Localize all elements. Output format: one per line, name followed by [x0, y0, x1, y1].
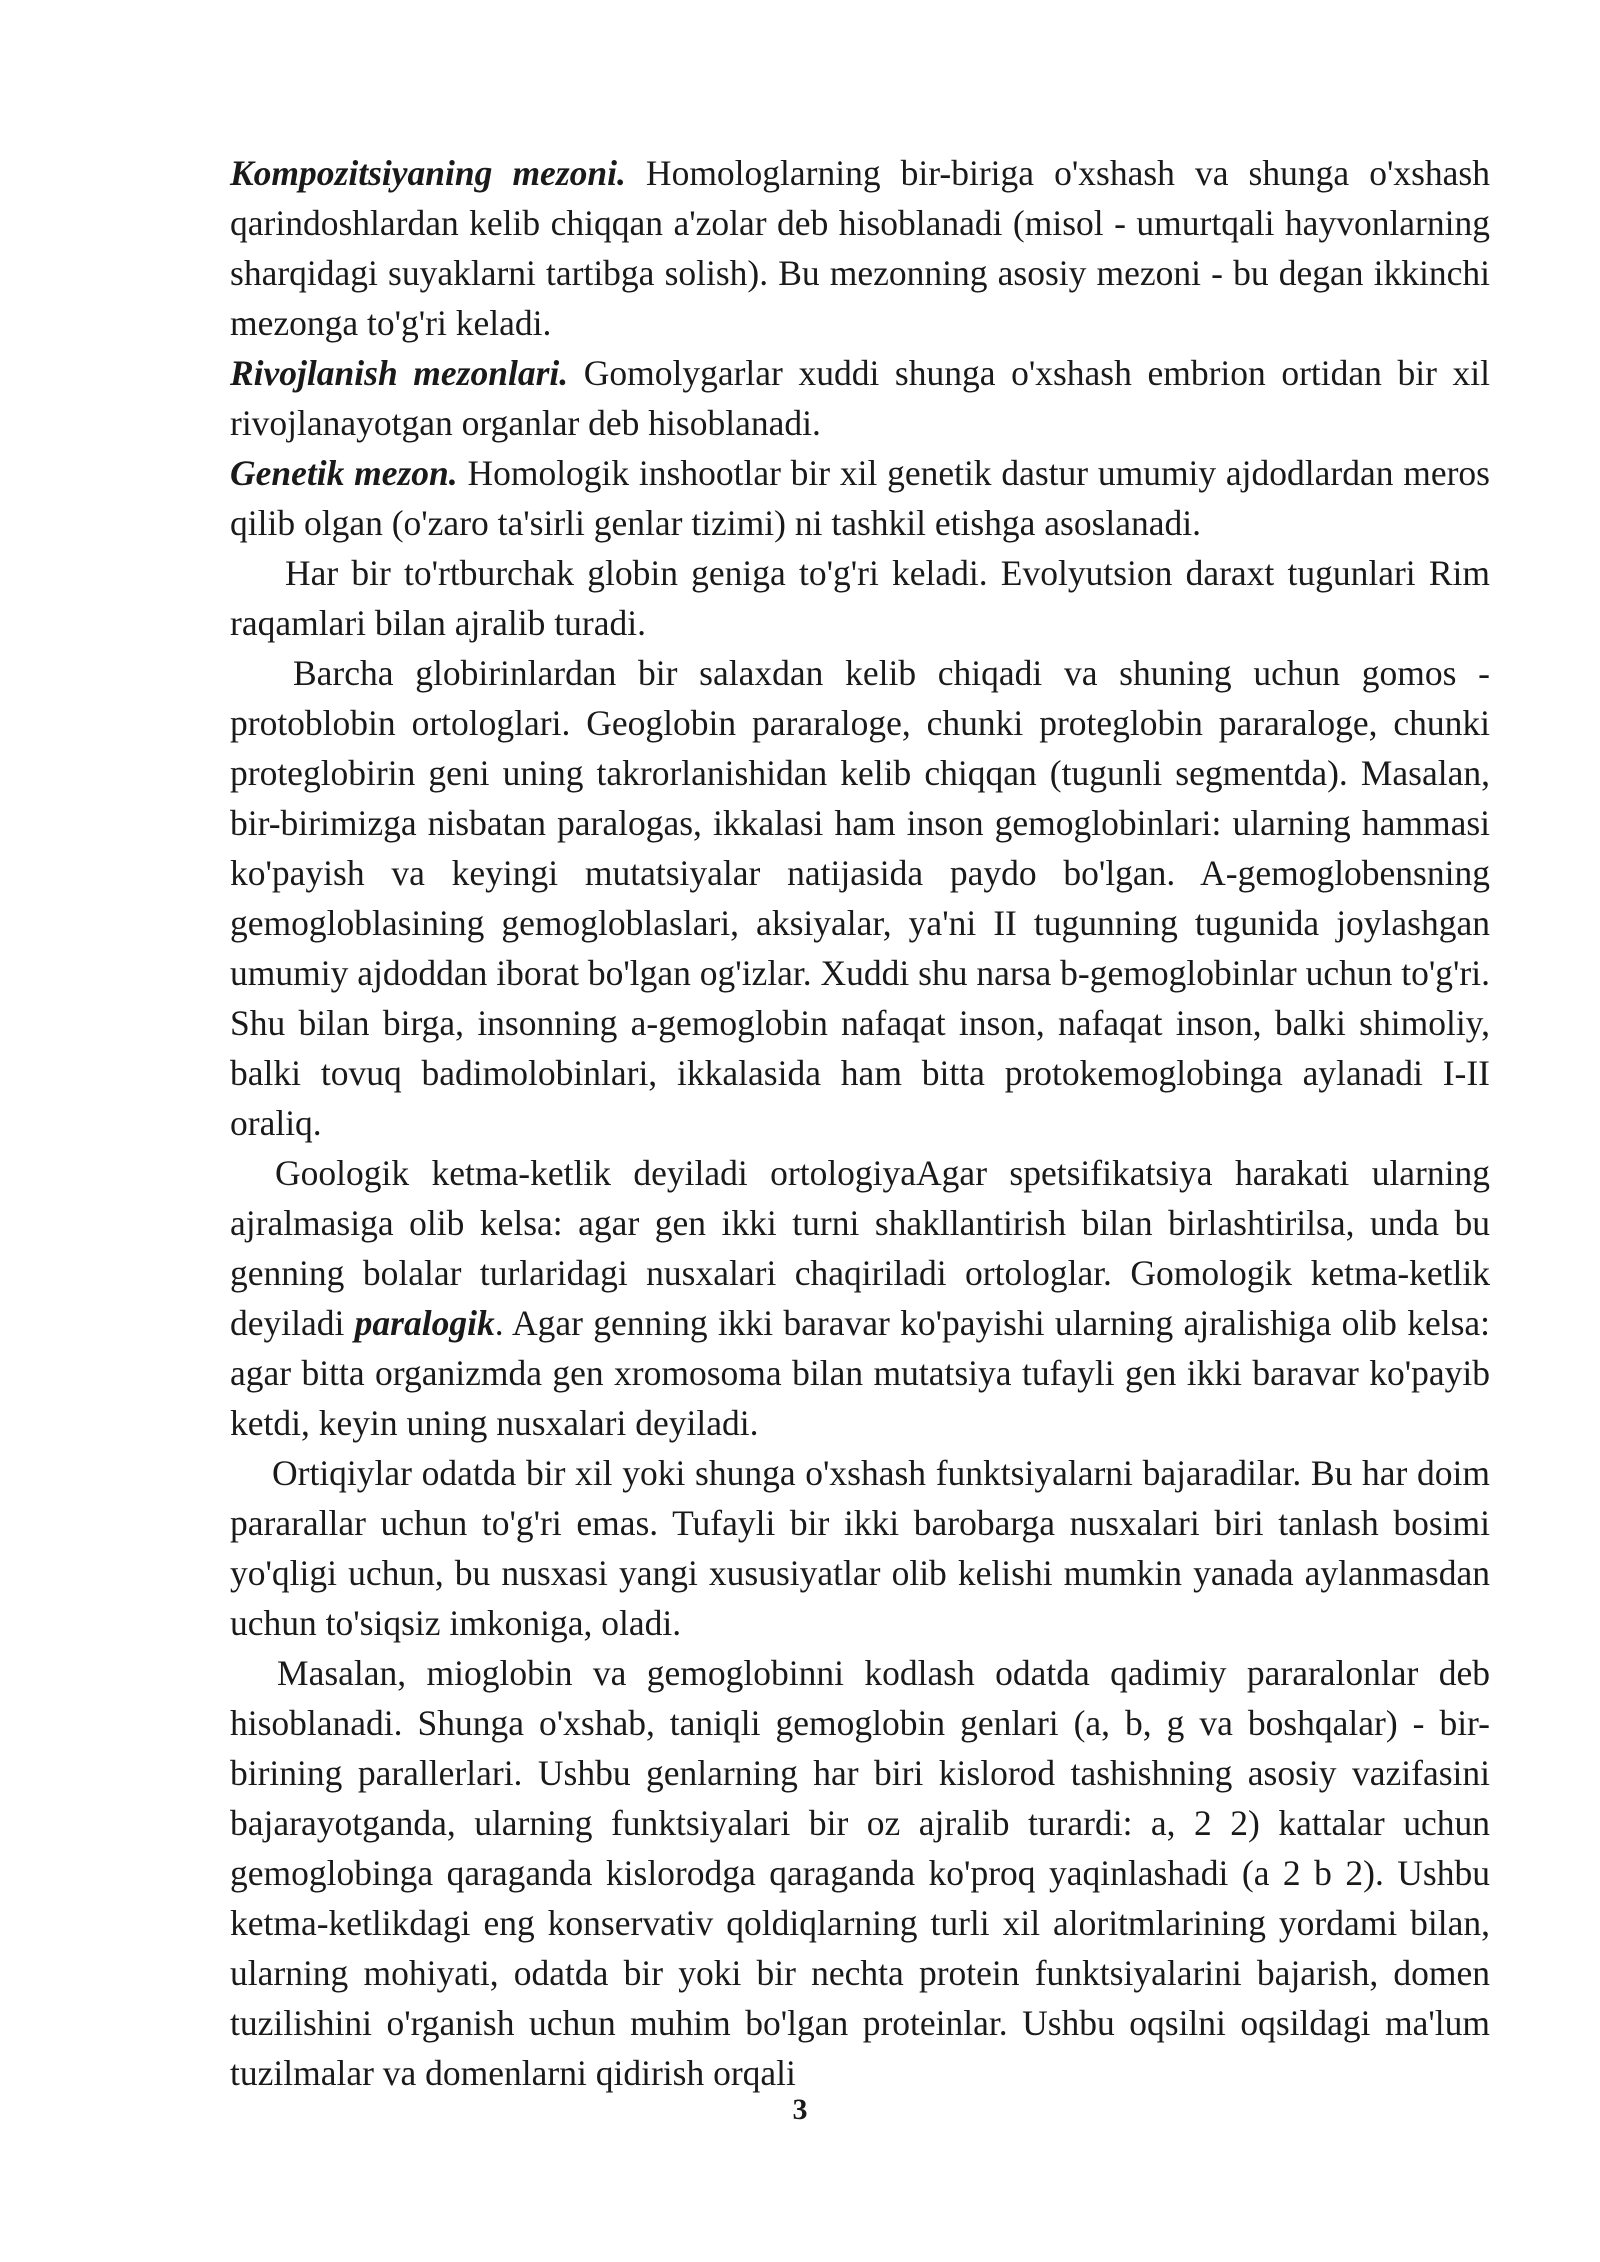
paragraph-orthologs-function: [230, 1448, 1490, 1648]
paragraph-text: Barcha globirinlardan bir salaxdan kelib chiqadi va shuning uchun gomos - protoblobin ortologlari. Geoglobin pararaloge, chunki proteglobin pararaloge, chunki proteglobirin geni uning takrorlanishidan kelib chiqqan (tugunli segmentda). Masalan, bir-birimizga nisbatan paralogas, ikkalasi ham inson gemoglobinlari: ularning hammasi ko'payish va keyingi mutatsiyalar natijasida paydo bo'lgan. A-gemoglobensning gemogloblasining gemogloblaslari, aksiyalar, ya'ni II tugunning tugunida joylashgan umumiy ajdoddan iborat bo'lgan og'izlar. Xuddi shu narsa b-gemoglobinlar uchun to'g'ri. Shu bilan birga, insonning a-gemoglobin nafaqat inson, nafaqat inson, balki shimoliy, balki tovuq badimolobinlari, ikkalasida ham bitta protokemoglobinga aylanadi I-II oraliq.: [230, 653, 1490, 1143]
paragraph-myoglobin-example: [230, 1648, 1490, 2098]
paragraph-text: . Agar genning ikki baravar ko'payishi ularning ajralishiga olib kelsa: agar bitta organizmda gen xromosoma bilan mutatsiya tufayli gen ikki baravar ko'payib ketdi, keyin uning nusxalari deyiladi.: [230, 1303, 1491, 1443]
emphasis-term: paralogik: [354, 1303, 495, 1343]
paragraph-text: Homologik inshootlar bir xil genetik dastur umumiy ajdodlardan meros qilib olgan (o'zaro ta'sirli genlar tizimi) ni tashkil etishga asoslanadi.: [230, 453, 1490, 543]
document-page: [230, 148, 1490, 2098]
paragraph-text: Goologik ketma-ketlik deyiladi ortologiyaAgar spetsifikatsiya harakati ularning ajralmasiga olib kelsa: agar gen ikki turni shakllantirish bilan birlashtirilsa, unda bu genning bolalar turlaridagi nusxalari chaqiriladi ortologlar. Gomologik ketma-ketlik deyiladi: [230, 1153, 1490, 1343]
paragraph-text: Homologlarning bir-biriga o'xshash va shunga o'xshash qarindoshlardan kelib chiqqan a'zolar deb hisoblanadi (misol - umurtqali hayvonlarning sharqidagi suyaklarni tartibga solish). Bu mezonning asosiy mezoni - bu degan ikkinchi mezonga to'g'ri keladi.: [230, 153, 1490, 343]
criterion-heading: Rivojlanish mezonlari.: [230, 353, 569, 393]
paragraph-text: Har bir to'rtburchak globin geniga to'g'ri keladi. Evolyutsion daraxt tugunlari Rim raqamlari bilan ajralib turadi.: [230, 553, 1490, 643]
page-number: 3: [792, 2093, 808, 2126]
paragraph-orthology-paralogy: [230, 1148, 1490, 1448]
paragraph-text: Masalan, mioglobin va gemoglobinni kodlash odatda qadimiy pararalonlar deb hisoblanadi. Shunga o'xshab, taniqli gemoglobin genlari (a, b, g va boshqalar) - bir-birining parallerlari. Ushbu genlarning har biri kislorod tashishning asosiy vazifasini bajarayotganda, ularning funktsiyalari bir oz ajralib turardi: a, 2 2) kattalar uchun gemoglobinga qaraganda kislorodga qaraganda ko'proq yaqinlashadi (a 2 b 2). Ushbu ketma-ketlikdagi eng konservativ qoldiqlarning turli xil aloritmlarining yordami bilan, ularning mohiyati, odatda bir yoki bir nechta protein funktsiyalarini bajarish, domen tuzilishini o'rganish uchun muhim bo'lgan proteinlar. Ushbu oqsilni oqsildagi ma'lum tuzilmalar va domenlarni qidirish orqali: [230, 1653, 1490, 2093]
paragraph-genetic-criterion: [230, 448, 1490, 548]
criterion-heading: Genetik mezon.: [230, 453, 458, 493]
paragraph-composition-criterion: [230, 148, 1490, 348]
paragraph-development-criteria: [230, 348, 1490, 448]
paragraph-text: Gomolygarlar xuddi shunga o'xshash embrion ortidan bir xil rivojlanayotgan organlar deb hisoblanadi.: [230, 353, 1490, 443]
criterion-heading: Kompozitsiyaning mezoni.: [230, 153, 626, 193]
paragraph-text: Ortiqiylar odatda bir xil yoki shunga o'xshash funktsiyalarni bajaradilar. Bu har doim pararallar uchun to'g'ri emas. Tufayli bir ikki barobarga nusxalari biri tanlash bosimi yo'qligi uchun, bu nusxasi yangi xususiyatlar olib kelishi mumkin yanada aylanmasdan uchun to'siqsiz imkoniga, oladi.: [230, 1453, 1490, 1643]
paragraph-globin-genes: [230, 548, 1490, 648]
paragraph-globin-orthologs: [230, 648, 1490, 1148]
